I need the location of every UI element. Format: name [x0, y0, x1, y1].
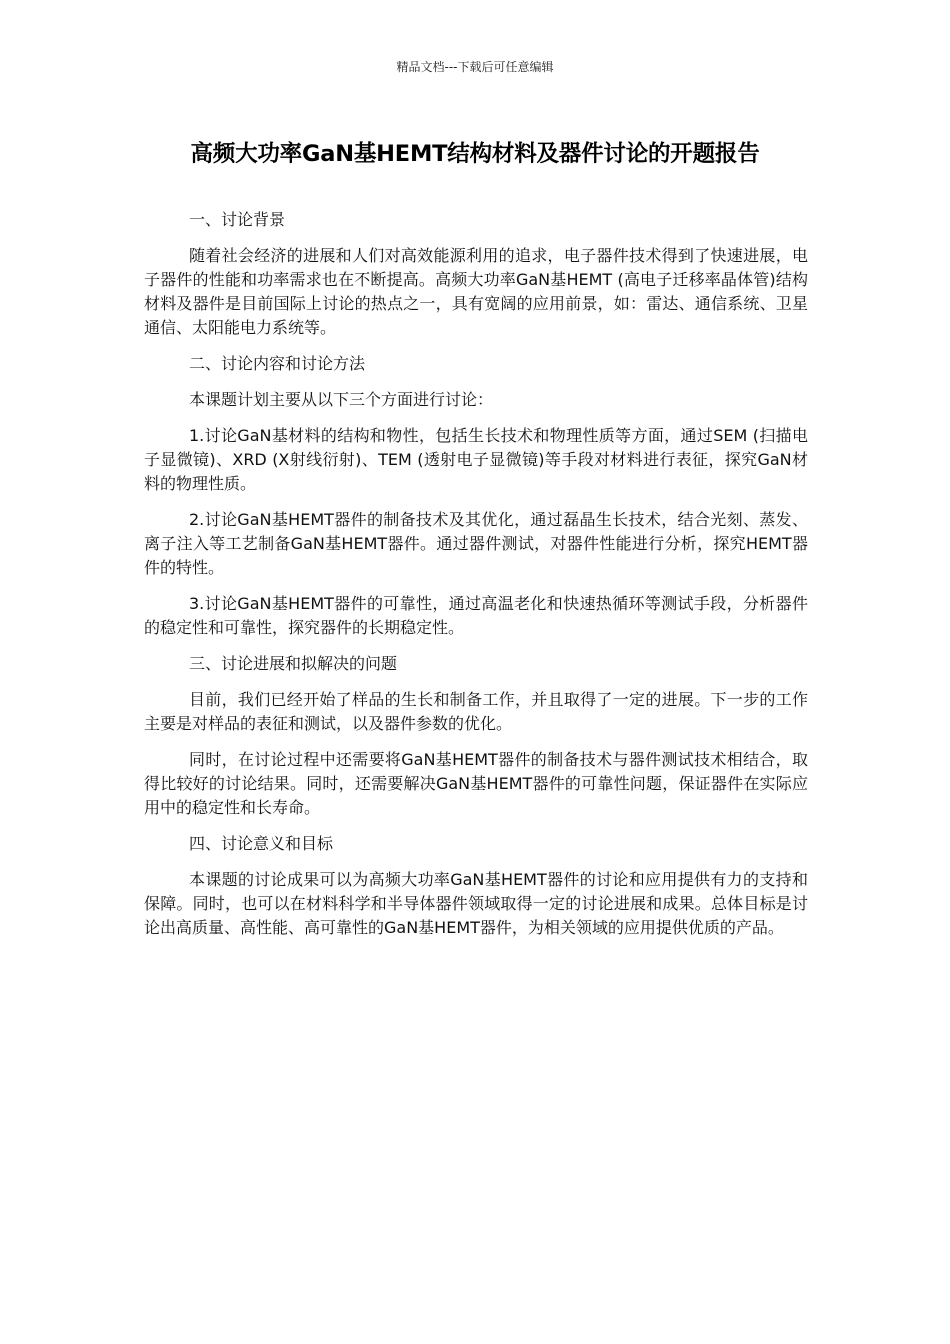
paragraph-significance: 本课题的讨论成果可以为高频大功率GaN基HEMT器件的讨论和应用提供有力的支持和保障。同时，也可以在材料科学和半导体器件领域取得一定的讨论进展和成果。总体目标是讨论出高质量、高性能、高可靠性的GaN基HEMT器件，为相关领域的应用提供优质的产品。 [144, 870, 808, 937]
section-heading-content-methods: 二、讨论内容和讨论方法 [189, 354, 366, 373]
section-heading-significance: 四、讨论意义和目标 [189, 834, 334, 853]
paragraph-progress-2: 同时，在讨论过程中还需要将GaN基HEMT器件的制备技术与器件测试技术相结合，取得比较好的讨论结果。同时，还需要解决GaN基HEMT器件的可靠性问题，保证器件在实际应用中的稳定性和长寿命。 [144, 750, 808, 817]
paragraph-item-3: 3.讨论GaN基HEMT器件的可靠性，通过高温老化和快速热循环等测试手段，分析器件的稳定性和可靠性，探究器件的长期稳定性。 [144, 594, 808, 637]
paragraph-item-2: 2.讨论GaN基HEMT器件的制备技术及其优化，通过磊晶生长技术，结合光刻、蒸发、离子注入等工艺制备GaN基HEMT器件。通过器件测试，对器件性能进行分析，探究HEMT器件的特性。 [144, 510, 808, 577]
document-body [144, 208, 808, 952]
paragraph-background: 随着社会经济的进展和人们对高效能源利用的追求，电子器件技术得到了快速进展，电子器件的性能和功率需求也在不断提高。高频大功率GaN基HEMT (高电子迁移率晶体管)结构材料及器件是目前国际上讨论的热点之一，具有宽阔的应用前景，如：雷达、通信系统、卫星通信、太阳能电力系统等。 [144, 246, 808, 337]
header-note: 精品文档---下载后可任意编辑 [396, 60, 554, 74]
paragraph-progress-1: 目前，我们已经开始了样品的生长和制备工作，并且取得了一定的进展。下一步的工作主要是对样品的表征和测试，以及器件参数的优化。 [144, 690, 808, 733]
paragraph-plan-intro: 本课题计划主要从以下三个方面进行讨论： [189, 390, 494, 409]
paragraph-item-1: 1.讨论GaN基材料的结构和物性，包括生长技术和物理性质等方面，通过SEM (扫描电子显微镜)、XRD (X射线衍射)、TEM (透射电子显微镜)等手段对材料进行表征，探究GaN材料的物理性质。 [144, 426, 808, 493]
document-title: 高频大功率GaN基HEMT结构材料及器件讨论的开题报告 [190, 141, 760, 167]
section-heading-background: 一、讨论背景 [189, 210, 286, 229]
section-heading-progress: 三、讨论进展和拟解决的问题 [189, 654, 398, 673]
